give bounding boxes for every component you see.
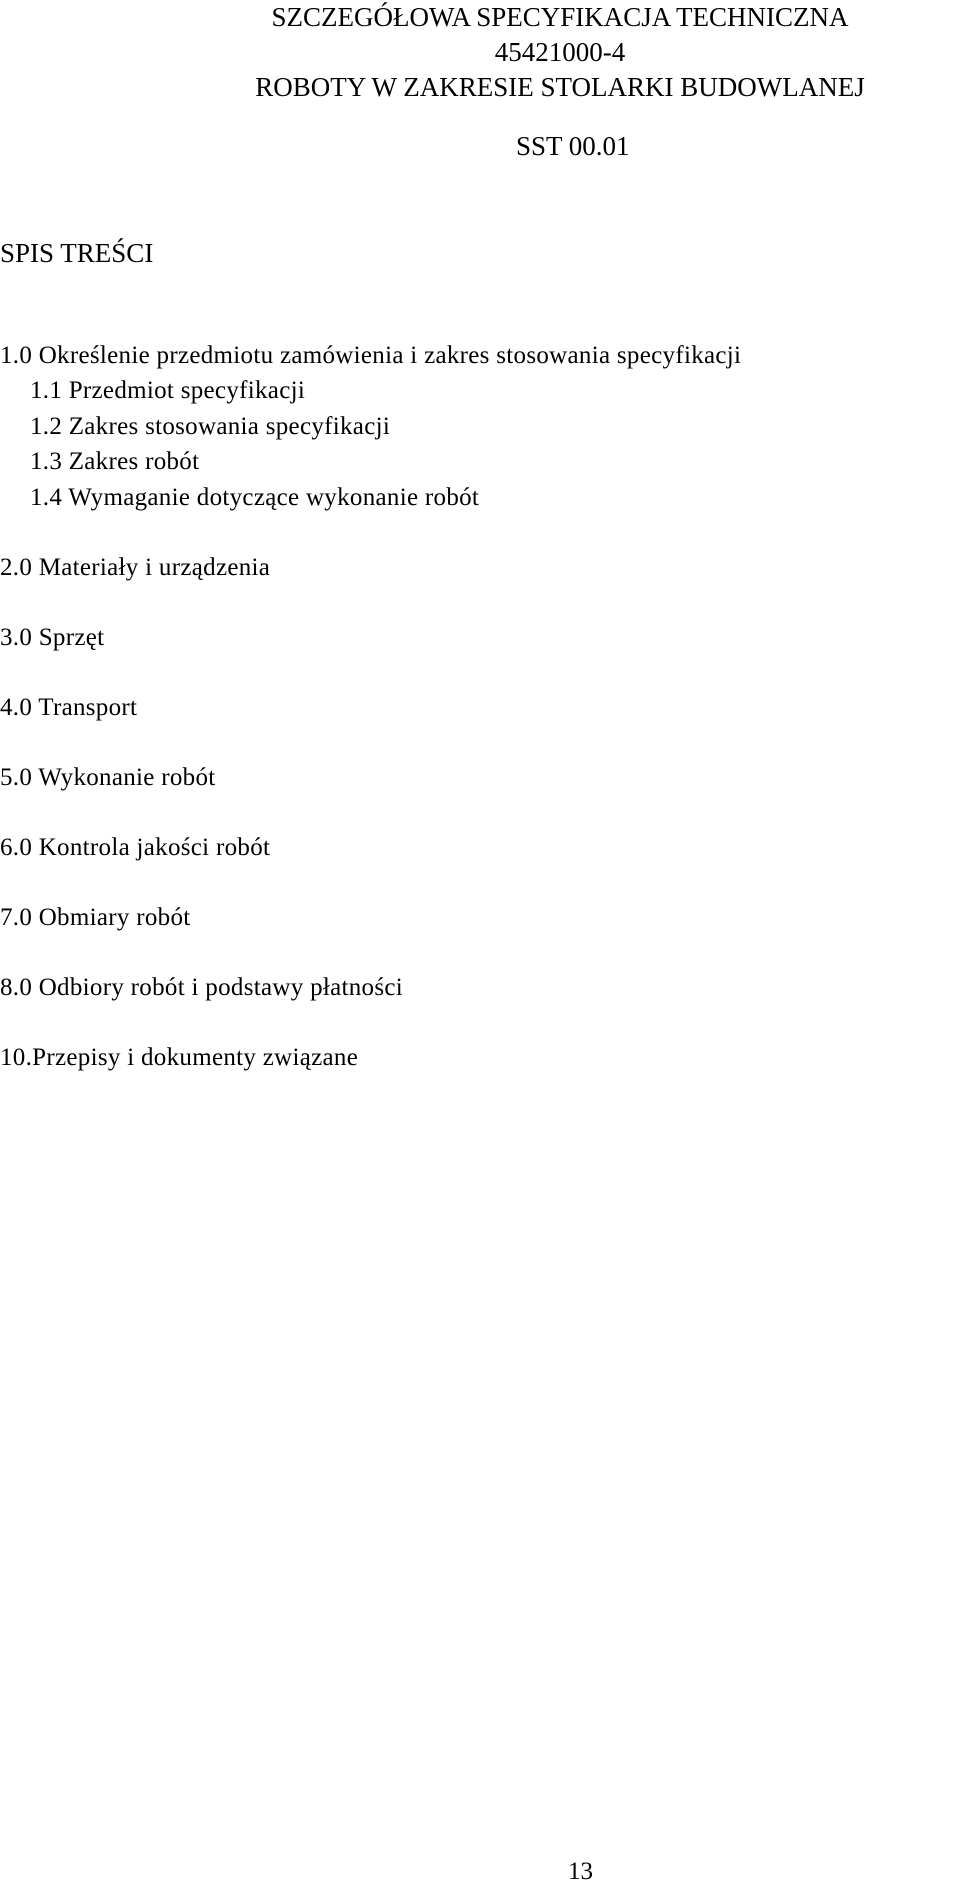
page-number: 13 xyxy=(568,1858,593,1885)
toc-item-7-0: 7.0 Obmiary robót xyxy=(0,904,191,931)
document-title-line-2: 45421000-4 xyxy=(494,37,626,67)
toc-item-6-0: 6.0 Kontrola jakości robót xyxy=(0,834,271,861)
document-title-line-1: SZCZEGÓŁOWA SPECYFIKACJA TECHNICZNA xyxy=(271,2,849,32)
toc-item-1-1: 1.1 Przedmiot specyfikacji xyxy=(30,377,306,404)
toc-title: SPIS TREŚCI xyxy=(0,238,154,268)
toc-item-1-2: 1.2 Zakres stosowania specyfikacji xyxy=(30,413,391,440)
toc-item-4-0: 4.0 Transport xyxy=(0,694,138,721)
toc-item-1-0: 1.0 Określenie przedmiotu zamówienia i zakres stosowania specyfikacji xyxy=(0,342,742,369)
toc-item-10: 10.Przepisy i dokumenty związane xyxy=(0,1044,359,1071)
toc-item-3-0: 3.0 Sprzęt xyxy=(0,624,105,651)
toc-item-2-0: 2.0 Materiały i urządzenia xyxy=(0,554,271,581)
document-header xyxy=(200,0,920,105)
toc-item-1-3: 1.3 Zakres robót xyxy=(30,448,200,475)
toc-item-1-4: 1.4 Wymaganie dotyczące wykonanie robót xyxy=(30,484,480,511)
toc-item-8-0: 8.0 Odbiory robót i podstawy płatności xyxy=(0,974,404,1001)
document-code: SST 00.01 xyxy=(516,131,630,161)
toc-item-5-0: 5.0 Wykonanie robót xyxy=(0,764,216,791)
document-title-line-3: ROBOTY W ZAKRESIE STOLARKI BUDOWLANEJ xyxy=(255,72,865,102)
